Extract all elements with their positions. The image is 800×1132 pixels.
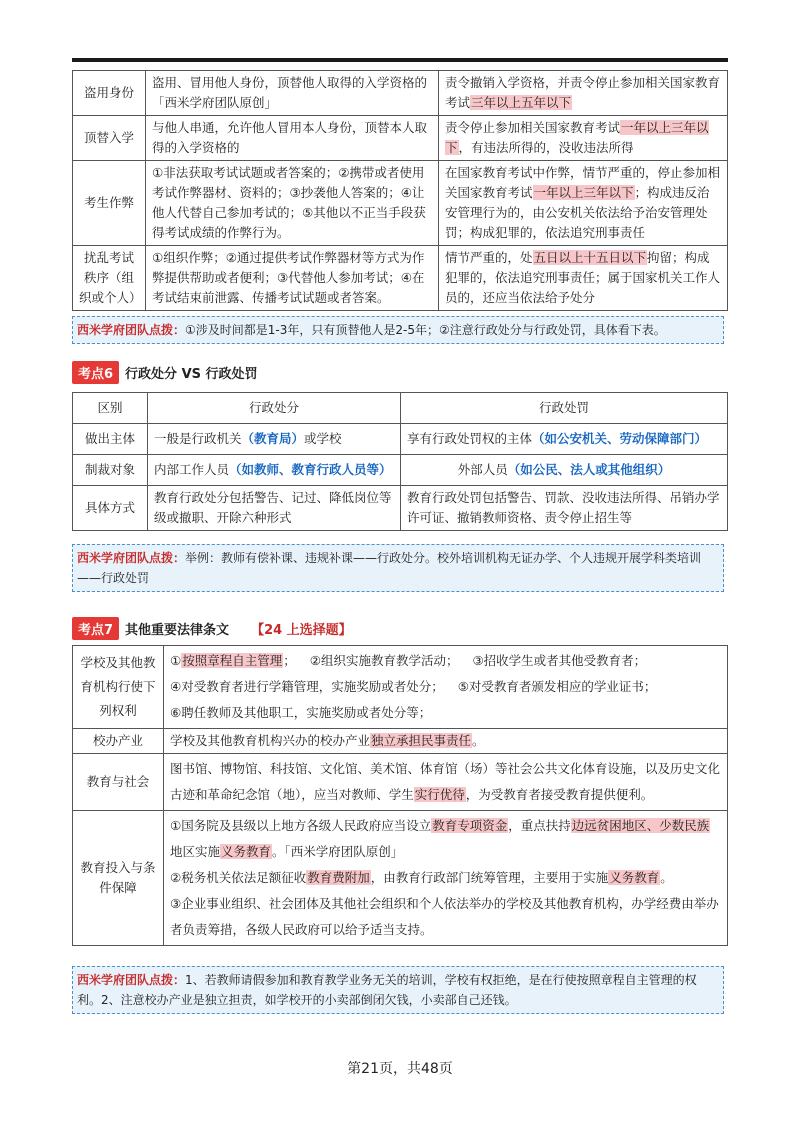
tip-text: 举例：教师有偿补课、违规补课——行政处分。校外培训机构无证办学、个人违规开展学科类培训——行政处罚 [77,551,702,585]
tip-text: 1、若教师请假参加和教育教学业务无关的培训，学校有权拒绝，是在行使按照章程自主管理的权利。2、注意校办产业是独立担责，如学校开的小卖部倒闭欠钱，小卖部自己还钱。 [77,973,697,1007]
top-rule [72,58,728,62]
row-header: 做出主体 [73,424,148,455]
cell: 图书馆、博物馆、科技馆、文化馆、美术馆、体育馆（场）等社会公共文化体育设施，以及历史文化古迹和革命纪念馆（地），应当对教师、学生实行优待，为受教育者接受教育提供便利。 [164,754,728,811]
table-row [73,71,728,116]
section-badge: 考点6 [72,361,119,384]
behavior-cell: ①组织作弊；②通过提供考试作弊器材等方式为作弊提供帮助或者便利；③代替他人参加考试；④在考试结束前泄露、传播考试试题或者答案。 [146,246,439,311]
table-row [73,455,728,486]
row-header: 教育与社会 [73,754,164,811]
cell: 学校及其他教育机构兴办的校办产业独立承担民事责任。 [164,729,728,754]
row-header: 盗用身份 [73,71,146,116]
row-header: 学校及其他教育机构行使下列权利 [73,646,164,729]
penalty-cell: 责令停止参加相关国家教育考试一年以上三年以下，有违法所得的，没收违法所得 [439,116,728,161]
table-row [73,116,728,161]
tip-text: ①涉及时间都是1-3年，只有顶替他人是2-5年；②注意行政处分与行政处罚，具体看下表。 [185,323,666,337]
row-header: 顶替入学 [73,116,146,161]
table-row [73,754,728,811]
exam-violation-table [72,70,728,311]
table-row [73,811,728,946]
cell: 教育行政处分包括警告、记过、降低岗位等级或撤职、开除六种形式 [148,486,401,531]
column-header: 区别 [73,393,148,424]
law-table [72,645,728,946]
comparison-table [72,392,728,531]
tip-box [72,966,724,1014]
penalty-cell: 在国家教育考试中作弊，情节严重的，停止参加相关国家教育考试一年以上三年以下；构成违反治安管理行为的，由公安机关依法给予治安管理处罚；构成犯罪的，依法追究刑事责任 [439,161,728,246]
behavior-cell: 与他人串通，允许他人冒用本人身份，顶替本人取得的入学资格的 [146,116,439,161]
row-header: 考生作弊 [73,161,146,246]
table-row [73,729,728,754]
cell: ①按照章程自主管理； ②组织实施教育教学活动； ③招收学生或者其他受教育者； ④对受教育者进行学籍管理，实施奖励或者处分； ⑤对受教育者颁发相应的学业证书； ⑥聘任教师及其他职工，实施奖励或者处分等； [164,646,728,729]
row-header: 教育投入与条件保障 [73,811,164,946]
behavior-cell: ①非法获取考试试题或者答案的；②携带或者使用考试作弊器材、资料的；③抄袭他人答案的；④让他人代替自己参加考试的；⑤其他以不正当手段获得考试成绩的作弊行为。 [146,161,439,246]
table-header-row [73,393,728,424]
section-title: 其他重要法律条文 [125,622,230,638]
cell: ①国务院及县级以上地方各级人民政府应当设立教育专项资金，重点扶持边远贫困地区、少数民族地区实施义务教育。「西米学府团队原创」 ②税务机关依法足额征收教育费附加，由教育行政部门统筹管理，主要用于实施义务教育。 ③企业事业组织、社会团体及其他社会组织和个人依法举办的学校及其他教育机构，办学经费由举办者负责筹措，各级人民政府可以给予适当支持。 [164,811,728,946]
tip-label: 西米学府团队点拨： [77,973,186,987]
column-header: 行政处分 [148,393,401,424]
table-row [73,246,728,311]
cell: 一般是行政机关（教育局）或学校 [148,424,401,455]
penalty-cell: 情节严重的，处五日以上十五日以下拘留；构成犯罪的，依法追究刑事责任；属于国家机关工作人员的，还应当依法给予处分 [439,246,728,311]
table-row [73,646,728,729]
section-header-7 [72,617,352,639]
row-header: 校办产业 [73,729,164,754]
row-header: 具体方式 [73,486,148,531]
table-row [73,424,728,455]
cell: 享有行政处罚权的主体（如公安机关、劳动保障部门） [401,424,728,455]
section-badge: 考点7 [72,617,119,640]
tip-label: 西米学府团队点拨： [77,323,186,337]
cell: 内部工作人员（如教师、教育行政人员等） [148,455,401,486]
page-number: 第21页，共48页 [347,1061,453,1077]
tip-label: 西米学府团队点拨： [77,551,186,565]
cell: 外部人员（如公民、法人或其他组织） [401,455,728,486]
section-title: 行政处分 VS 行政处罚 [125,366,258,382]
column-header: 行政处罚 [401,393,728,424]
section-header-6 [72,361,258,383]
section-subtitle: 【24 上选择题】 [251,622,352,638]
tip-box [72,316,724,344]
table-row [73,486,728,531]
table-row [73,161,728,246]
tip-box [72,544,724,592]
behavior-cell: 盗用、冒用他人身份，顶替他人取得的入学资格的「西米学府团队原创」 [146,71,439,116]
row-header: 扰乱考试秩序（组织或个人） [73,246,146,311]
cell: 教育行政处罚包括警告、罚款、没收违法所得、吊销办学许可证、撤销教师资格、责令停止招生等 [401,486,728,531]
penalty-cell: 责令撤销入学资格，并责令停止参加相关国家教育考试三年以上五年以下 [439,71,728,116]
row-header: 制裁对象 [73,455,148,486]
